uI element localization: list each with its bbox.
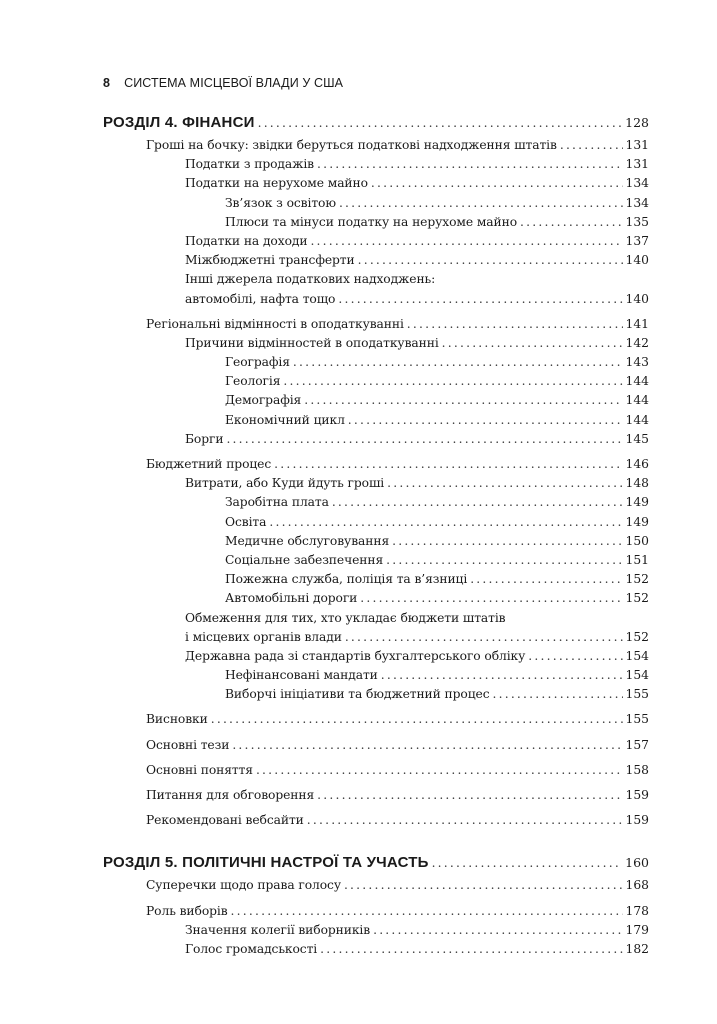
toc-entry-title: Рекомендовані вебсайти bbox=[146, 813, 304, 828]
toc-entry-title: Питання для обговорення bbox=[146, 788, 315, 802]
toc-entry[interactable] bbox=[103, 591, 649, 610]
toc-entry-page: 134 bbox=[625, 195, 649, 210]
dot-leader bbox=[560, 138, 623, 152]
toc-entry-title: Голос громадськості bbox=[185, 941, 318, 956]
toc-entry-page: 149 bbox=[625, 514, 649, 529]
toc-entry-title: автомобілі, нафта тощо bbox=[185, 291, 336, 306]
toc-entry-title: Бюджетний процес bbox=[146, 457, 272, 471]
chapter-name: ФІНАНСИ bbox=[182, 114, 255, 131]
toc-entry[interactable] bbox=[103, 553, 649, 572]
dot-leader bbox=[348, 413, 623, 427]
chapter-label: РОЗДІЛ 5. bbox=[103, 854, 178, 872]
toc-entry[interactable] bbox=[103, 292, 649, 311]
dot-leader bbox=[528, 649, 622, 663]
dot-leader bbox=[520, 215, 622, 229]
toc-entry-page: 151 bbox=[625, 552, 649, 567]
toc-entry-page: 131 bbox=[625, 157, 649, 172]
toc-entry-page: 159 bbox=[625, 813, 649, 828]
dot-leader bbox=[373, 923, 622, 937]
chapter-heading[interactable] bbox=[103, 854, 649, 878]
toc-entry-title: Освіта bbox=[225, 514, 267, 529]
dot-leader bbox=[345, 630, 623, 644]
chapter-page: 160 bbox=[625, 855, 649, 871]
toc-entry[interactable] bbox=[103, 317, 649, 336]
toc-entry-title: Плюси та мінуси податку на нерухоме майно bbox=[225, 214, 518, 229]
toc-entry-page: 140 bbox=[625, 253, 649, 268]
dot-leader bbox=[274, 457, 622, 471]
toc-entry[interactable] bbox=[103, 432, 649, 451]
dot-leader bbox=[310, 234, 622, 248]
toc-entry[interactable] bbox=[103, 215, 649, 234]
chapter-page: 128 bbox=[625, 115, 649, 130]
toc-entry-page: 157 bbox=[625, 737, 649, 752]
toc-entry-title: Державна рада зі стандартів бухгалтерського обліку bbox=[185, 648, 526, 663]
chapter-section bbox=[103, 854, 649, 961]
running-header bbox=[103, 76, 343, 90]
toc-entry[interactable] bbox=[103, 355, 649, 374]
toc-entry[interactable] bbox=[103, 374, 649, 393]
toc-entry-page: 145 bbox=[625, 431, 649, 446]
toc-entry-title: Причини відмінностей в оподаткуванні bbox=[185, 335, 439, 350]
toc-entry-page: 154 bbox=[625, 668, 649, 683]
dot-leader bbox=[320, 942, 622, 956]
toc-entry[interactable] bbox=[103, 813, 649, 832]
toc-entry-title: Борги bbox=[185, 431, 224, 446]
toc-entry-page: 142 bbox=[625, 335, 649, 350]
toc-entry-title: Регіональні відмінності в оподаткуванні bbox=[146, 316, 404, 331]
toc-entry[interactable] bbox=[103, 196, 649, 215]
table-of-contents bbox=[103, 114, 649, 961]
toc-entry-page: 155 bbox=[625, 712, 649, 727]
toc-entry-title: Гроші на бочку: звідки беруться податкові надходження штатів bbox=[146, 138, 557, 152]
toc-entry-title: Податки з продажів bbox=[185, 157, 314, 172]
toc-entry-title: Заробітна плата bbox=[225, 495, 329, 510]
chapter-label: РОЗДІЛ 4. bbox=[103, 114, 178, 131]
toc-entry-page: 141 bbox=[625, 316, 649, 331]
toc-entry-title: і місцевих органів влади bbox=[185, 629, 342, 644]
dot-leader bbox=[371, 176, 623, 190]
toc-entry[interactable] bbox=[103, 272, 649, 291]
dot-leader bbox=[392, 534, 622, 548]
page-number: 8 bbox=[103, 76, 111, 90]
toc-entry-title: Виборчі ініціативи та бюджетний процес bbox=[225, 687, 490, 702]
toc-entry-page: 144 bbox=[625, 412, 649, 427]
toc-entry[interactable] bbox=[103, 457, 649, 476]
toc-entry-page: 134 bbox=[625, 176, 649, 191]
toc-entry-page: 179 bbox=[625, 922, 649, 937]
toc-entry[interactable] bbox=[103, 515, 649, 534]
chapter-section bbox=[103, 114, 649, 832]
dot-leader bbox=[269, 515, 622, 529]
toc-entry-page: 137 bbox=[625, 233, 649, 248]
toc-entry[interactable] bbox=[103, 687, 649, 706]
toc-entry[interactable] bbox=[103, 495, 649, 514]
dot-leader bbox=[283, 374, 622, 388]
toc-entry-page: 150 bbox=[625, 533, 649, 548]
dot-leader bbox=[381, 668, 623, 682]
dot-leader bbox=[258, 116, 623, 130]
dot-leader bbox=[360, 591, 622, 605]
dot-leader bbox=[387, 476, 622, 490]
toc-entry-page: 168 bbox=[625, 878, 649, 893]
toc-entry[interactable] bbox=[103, 253, 649, 272]
toc-entry-title: Витрати, або Куди йдуть гроші bbox=[185, 476, 385, 491]
toc-entry-title: Економічний цикл bbox=[225, 412, 345, 427]
toc-entry-title: Податки на доходи bbox=[185, 233, 308, 248]
toc-entry-page: 159 bbox=[625, 788, 649, 802]
running-title: СИСТЕМА МІСЦЕВОЇ ВЛАДИ У США bbox=[124, 76, 344, 90]
dot-leader bbox=[470, 572, 622, 586]
dot-leader bbox=[338, 292, 622, 306]
toc-entry[interactable] bbox=[103, 630, 649, 649]
dot-leader bbox=[386, 553, 622, 567]
toc-entry[interactable] bbox=[103, 904, 649, 923]
toc-entry[interactable] bbox=[103, 878, 649, 897]
toc-entry-page: 152 bbox=[625, 591, 649, 606]
chapter-name: ПОЛІТИЧНІ НАСТРОЇ ТА УЧАСТЬ bbox=[182, 854, 429, 872]
toc-entry-title: Висновки bbox=[146, 712, 208, 727]
toc-entry-page: 144 bbox=[625, 374, 649, 389]
toc-entry-title: Основні поняття bbox=[146, 762, 253, 777]
chapter-title bbox=[103, 854, 429, 871]
toc-entry-page: 149 bbox=[625, 495, 649, 510]
toc-entry[interactable] bbox=[103, 176, 649, 195]
toc-entry-title: Географія bbox=[225, 355, 290, 370]
dot-leader bbox=[304, 393, 622, 407]
toc-entry-title: Зв’язок з освітою bbox=[225, 195, 336, 210]
dot-leader bbox=[211, 712, 623, 726]
dot-leader bbox=[226, 432, 622, 446]
toc-entry[interactable] bbox=[103, 138, 649, 157]
dot-leader bbox=[442, 336, 623, 350]
dot-leader bbox=[339, 196, 623, 210]
toc-entry-title: Податки на нерухоме майно bbox=[185, 176, 368, 191]
toc-entry[interactable] bbox=[103, 712, 649, 731]
toc-entry-title: Соціальне забезпечення bbox=[225, 552, 384, 567]
toc-entry[interactable] bbox=[103, 942, 649, 961]
toc-entry-page: 152 bbox=[625, 572, 649, 587]
dot-leader bbox=[407, 317, 623, 331]
dot-leader bbox=[344, 878, 623, 892]
toc-entry-title: Роль виборів bbox=[146, 903, 228, 918]
toc-entry[interactable] bbox=[103, 534, 649, 553]
toc-entry-title: Основні тези bbox=[146, 737, 230, 752]
dot-leader bbox=[317, 788, 622, 802]
dot-leader bbox=[358, 253, 623, 267]
dot-leader bbox=[493, 687, 623, 701]
toc-entry-title: Інші джерела податкових надходжень: bbox=[185, 272, 436, 287]
toc-entry[interactable] bbox=[103, 788, 649, 807]
toc-entry-page: 155 bbox=[625, 687, 649, 702]
toc-entry[interactable] bbox=[103, 393, 649, 412]
toc-entry-page: 144 bbox=[625, 393, 649, 408]
toc-entry-page: 131 bbox=[625, 138, 649, 152]
toc-entry[interactable] bbox=[103, 738, 649, 757]
dot-leader bbox=[231, 904, 623, 918]
dot-leader bbox=[293, 355, 623, 369]
toc-entry[interactable] bbox=[103, 763, 649, 782]
toc-entry[interactable] bbox=[103, 923, 649, 942]
chapter-title bbox=[103, 114, 255, 131]
toc-entry-page: 135 bbox=[625, 214, 649, 229]
toc-entry[interactable] bbox=[103, 611, 649, 630]
toc-entry[interactable] bbox=[103, 336, 649, 355]
toc-entry-title: Пожежна служба, поліція та в’язниці bbox=[225, 572, 468, 587]
toc-entry-page: 148 bbox=[625, 476, 649, 491]
toc-entry-title: Обмеження для тих, хто укладає бюджети штатів bbox=[185, 610, 506, 625]
dot-leader bbox=[232, 738, 622, 752]
toc-entry-title: Демографія bbox=[225, 393, 302, 408]
toc-entry-page: 152 bbox=[625, 629, 649, 644]
toc-entry-page: 140 bbox=[625, 291, 649, 306]
toc-entry-page: 182 bbox=[625, 941, 649, 956]
toc-entry-page: 143 bbox=[625, 355, 649, 370]
toc-entry-title: Міжбюджетні трансферти bbox=[185, 253, 355, 268]
toc-entry-page: 154 bbox=[625, 648, 649, 663]
chapter-heading[interactable] bbox=[103, 114, 649, 138]
toc-entry[interactable] bbox=[103, 668, 649, 687]
toc-entry[interactable] bbox=[103, 476, 649, 495]
dot-leader bbox=[432, 856, 623, 870]
toc-entry[interactable] bbox=[103, 157, 649, 176]
dot-leader bbox=[307, 813, 623, 827]
toc-entry-page: 146 bbox=[625, 457, 649, 471]
toc-entry-title: Суперечки щодо права голосу bbox=[146, 878, 341, 893]
dot-leader bbox=[256, 763, 623, 777]
toc-entry-title: Значення колегії виборників bbox=[185, 922, 371, 937]
toc-entry-title: Медичне обслуговування bbox=[225, 533, 390, 548]
toc-entry[interactable] bbox=[103, 572, 649, 591]
dot-leader bbox=[317, 157, 623, 171]
toc-entry-page: 158 bbox=[625, 762, 649, 777]
toc-entry-page: 178 bbox=[625, 903, 649, 918]
toc-entry[interactable] bbox=[103, 649, 649, 668]
toc-entry[interactable] bbox=[103, 413, 649, 432]
toc-entry-title: Автомобільні дороги bbox=[225, 591, 358, 606]
dot-leader bbox=[332, 495, 623, 509]
toc-entry[interactable] bbox=[103, 234, 649, 253]
toc-entry-title: Нефінансовані мандати bbox=[225, 668, 378, 683]
toc-entry-title: Геологія bbox=[225, 374, 281, 389]
